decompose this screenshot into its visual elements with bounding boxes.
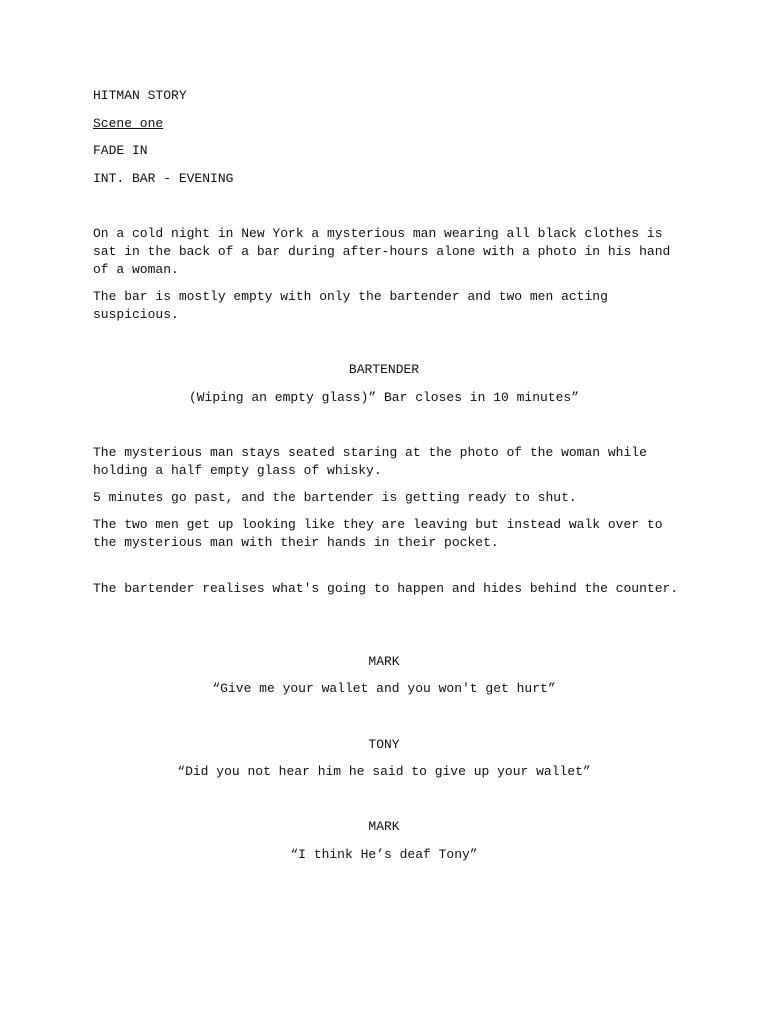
action-paragraph: The mysterious man stays seated staring at the photo of the woman while holding a half empty glass of whisky.	[93, 445, 647, 478]
action-paragraph: The two men get up looking like they are leaving but instead walk over to the mysterious man with their hands in their pocket.	[93, 517, 663, 550]
scene-heading: INT. BAR - EVENING	[93, 171, 234, 186]
action-paragraph: The bartender realises what's going to happen and hides behind the counter.	[93, 581, 679, 596]
action-paragraph: On a cold night in New York a mysterious man wearing all black clothes is sat in the back of a bar during after-hours alone with a photo in his hand of a woman.	[93, 226, 671, 277]
action-paragraph: 5 minutes go past, and the bartender is getting ready to shut.	[93, 490, 577, 505]
character-name: BARTENDER	[348, 362, 420, 377]
character-name: TONY	[368, 737, 400, 752]
dialogue-line: “Did you not hear him he said to give up your wallet”	[177, 764, 591, 779]
action-paragraph: The bar is mostly empty with only the bartender and two men acting suspicious.	[93, 289, 608, 322]
dialogue-line: “I think He’s deaf Tony”	[290, 847, 478, 862]
character-name: MARK	[368, 654, 400, 669]
transition: FADE IN	[93, 143, 148, 158]
script-title: HITMAN STORY	[93, 88, 187, 103]
dialogue-line: (Wiping an empty glass)” Bar closes in 10 minutes”	[188, 390, 580, 405]
character-name: MARK	[368, 819, 400, 834]
scene-label: Scene one	[93, 116, 164, 131]
dialogue-line: “Give me your wallet and you won't get hurt”	[212, 681, 556, 696]
